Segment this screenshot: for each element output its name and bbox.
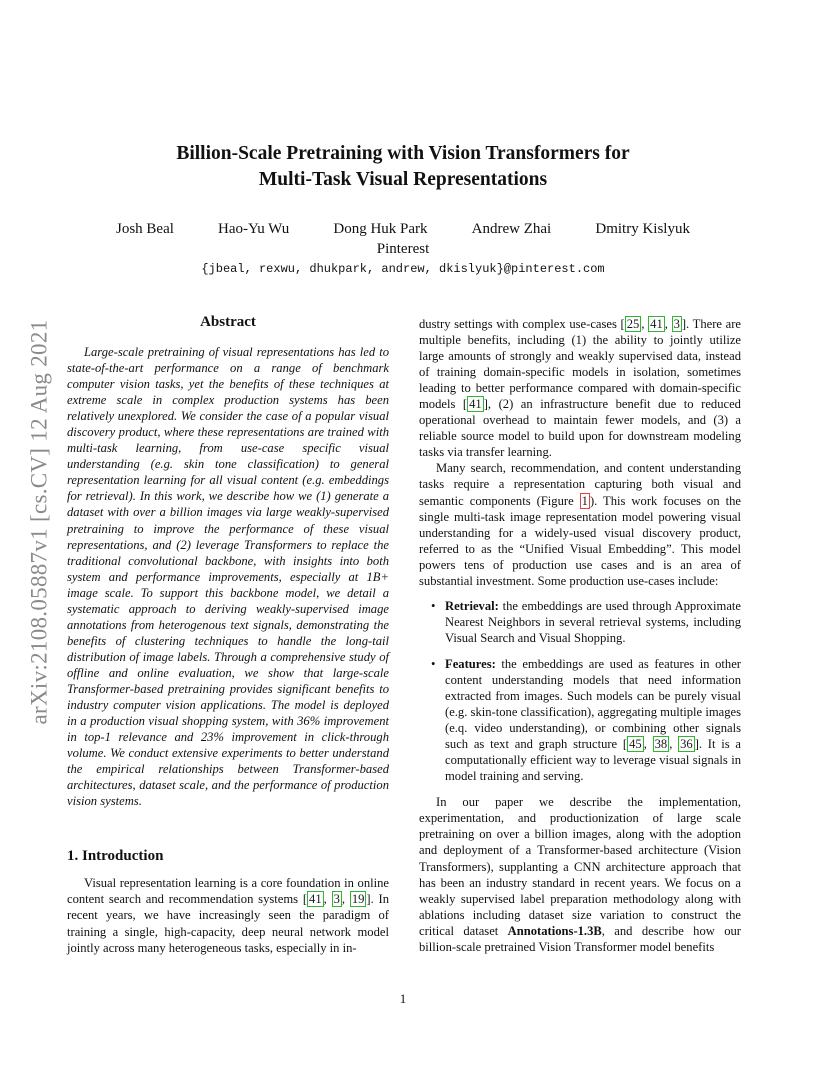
author: Dong Huk Park xyxy=(333,221,428,237)
intro-paragraph-continued: dustry settings with complex use-cases [ 25 , 41 , 3 ]. There are multiple benefits, including (1) the ability to jointly utilize large amounts of strongly and weakly supervised data, instead of training domain-specific models in isolation, sometimes leading to better performance compared with domain-specific models [ 41 ], (2) an infrastructure benefit due to reduced operational overhead to maintain fewer models, and (3) a reliable source model to build upon for downstream modeling tasks via transfer learning. xyxy=(419,317,742,460)
introduction-heading: 1. Introduction xyxy=(67,848,164,865)
affiliation: Pinterest xyxy=(376,241,430,257)
title-line-1: Billion-Scale Pretraining with Vision Transformers for xyxy=(176,143,630,164)
figure-reference-link[interactable]: 1 xyxy=(581,493,588,508)
citation-link[interactable]: 19 xyxy=(351,892,365,907)
use-case-list xyxy=(419,598,741,785)
citation-link[interactable]: 25 xyxy=(626,317,640,331)
abstract-text: Large-scale pretraining of visual representations has led to state-of-the-art performance on a range of benchmark computer vision tasks, yet the benefits of these techniques at extreme scale in complex production systems has been relatively unexplored. We consider the case of a popular visual discovery product, where these representations are trained with multi-task learning, from use-case specific visual understanding (e.g. skin tone classification) to general representation learning for all visual content (e.g. embeddings for retrieval). In this work, we describe how we (1) generate a dataset with over a billion images via large weakly-supervised pretraining to improve the performance of these visual representations, and (2) leverage Transformers to replace the traditional convolutional backbone, with insights into both system and performance improvements, especially at 1B+ image scale. To support this backbone model, we detail a systematic approach to deriving weakly-supervised image annotations from heterogenous text signals, demonstrating the benefits of clustering techniques to handle the long-tail distribution of image labels. Through a comprehensive study of offline and online evaluation, we show that large-scale Transformer-based pretraining provides significant benefits to industry computer vision applications. The model is deployed in a production visual shopping system, with 36% improvement in top-1 relevance and 23% improvement in click-through volume. We conduct extensive experiments to better understand the empirical relationships between Transformer-based architectures, dataset scale, and the performance of production vision systems. xyxy=(67,345,389,809)
intro-paragraph: Visual representation learning is a core foundation in online content search and recommendation systems [ 41 , 3 , 19 ]. In recent years, we have increasingly seen the paradigm of training a single, high-capacity, deep neural network model jointly across many heterogeneous tasks, especially in in- xyxy=(67,876,390,955)
bullet-label: Features: xyxy=(445,656,496,671)
citation-link[interactable]: 41 xyxy=(469,397,482,412)
citation-link[interactable]: 3 xyxy=(673,317,680,331)
abstract-heading: Abstract xyxy=(200,314,256,330)
citation-link[interactable]: 45 xyxy=(629,737,642,752)
dataset-name: Annotations-1.3B xyxy=(507,923,602,938)
intro-paragraph-3: In our paper we describe the implementation, experimentation, and productionization of large scale pretraining on over a billion images, along with the adoption and deployment of a Transformer-based architecture (Vision Transformers), supplanting a CNN architecture approach that has been an industry standard in recent years. We focus on a weakly supervised label preparation methodology along with ablations including dataset size variation to construct the critical dataset Annotations-1.3B, and describe how our billion-scale pretrained Vision Transformer model benefits xyxy=(419,795,741,954)
author: Josh Beal xyxy=(116,221,174,237)
citation-link[interactable]: 3 xyxy=(333,892,340,907)
citation-link[interactable]: 41 xyxy=(650,317,663,331)
author: Andrew Zhai xyxy=(471,221,552,237)
paper-title xyxy=(0,141,806,193)
list-item: • Retrieval: the embeddings are used through Approximate Nearest Neighbors in several retrieval systems, including Visual Search and Visual Shopping. xyxy=(431,598,741,645)
citation-link[interactable]: 41 xyxy=(309,892,322,907)
bullet-icon: • xyxy=(431,656,436,671)
right-column xyxy=(419,316,741,955)
bullet-label: Retrieval: xyxy=(445,598,499,613)
arxiv-sidebar xyxy=(26,282,52,762)
author-list xyxy=(116,219,690,239)
author: Hao-Yu Wu xyxy=(218,221,290,237)
list-item: • Features: the embeddings are used as features in other content understanding models that need information extracted from images. Such models can be purely visual (e.g. skin-tone classification), aggregating multiple images (e.q. video understanding), or combining other signals such as text and graph structure [ 45 , 38 , 36 ]. It is a computationally efficient way to leverage visual signals in model training and serving. xyxy=(431,656,741,784)
bullet-icon: • xyxy=(431,598,436,613)
author-emails: {jbeal, rexwu, dhukpark, andrew, dkislyuk}@pinterest.com xyxy=(201,262,605,276)
citation-link[interactable]: 38 xyxy=(654,737,668,752)
intro-paragraph-2: Many search, recommendation, and content understanding tasks require a representation capturing both visual and semantic components (Figure 1 ). This work focuses on the single multi-task image representation model powering visual understanding for a widely-used visual discovery product, referred to as the “Unified Visual Embedding”. This model powers tens of production use cases and is an area of substantial investment. Some production use-cases include: xyxy=(419,461,742,588)
citation-link[interactable]: 36 xyxy=(680,737,693,752)
left-column xyxy=(67,312,389,956)
author: Dmitry Kislyuk xyxy=(595,221,690,237)
page-number: 1 xyxy=(399,991,407,1006)
title-line-2: Multi-Task Visual Representations xyxy=(258,169,548,190)
arxiv-identifier: arXiv:2108.05887v1 [cs.CV] 12 Aug 2021 xyxy=(26,319,51,725)
